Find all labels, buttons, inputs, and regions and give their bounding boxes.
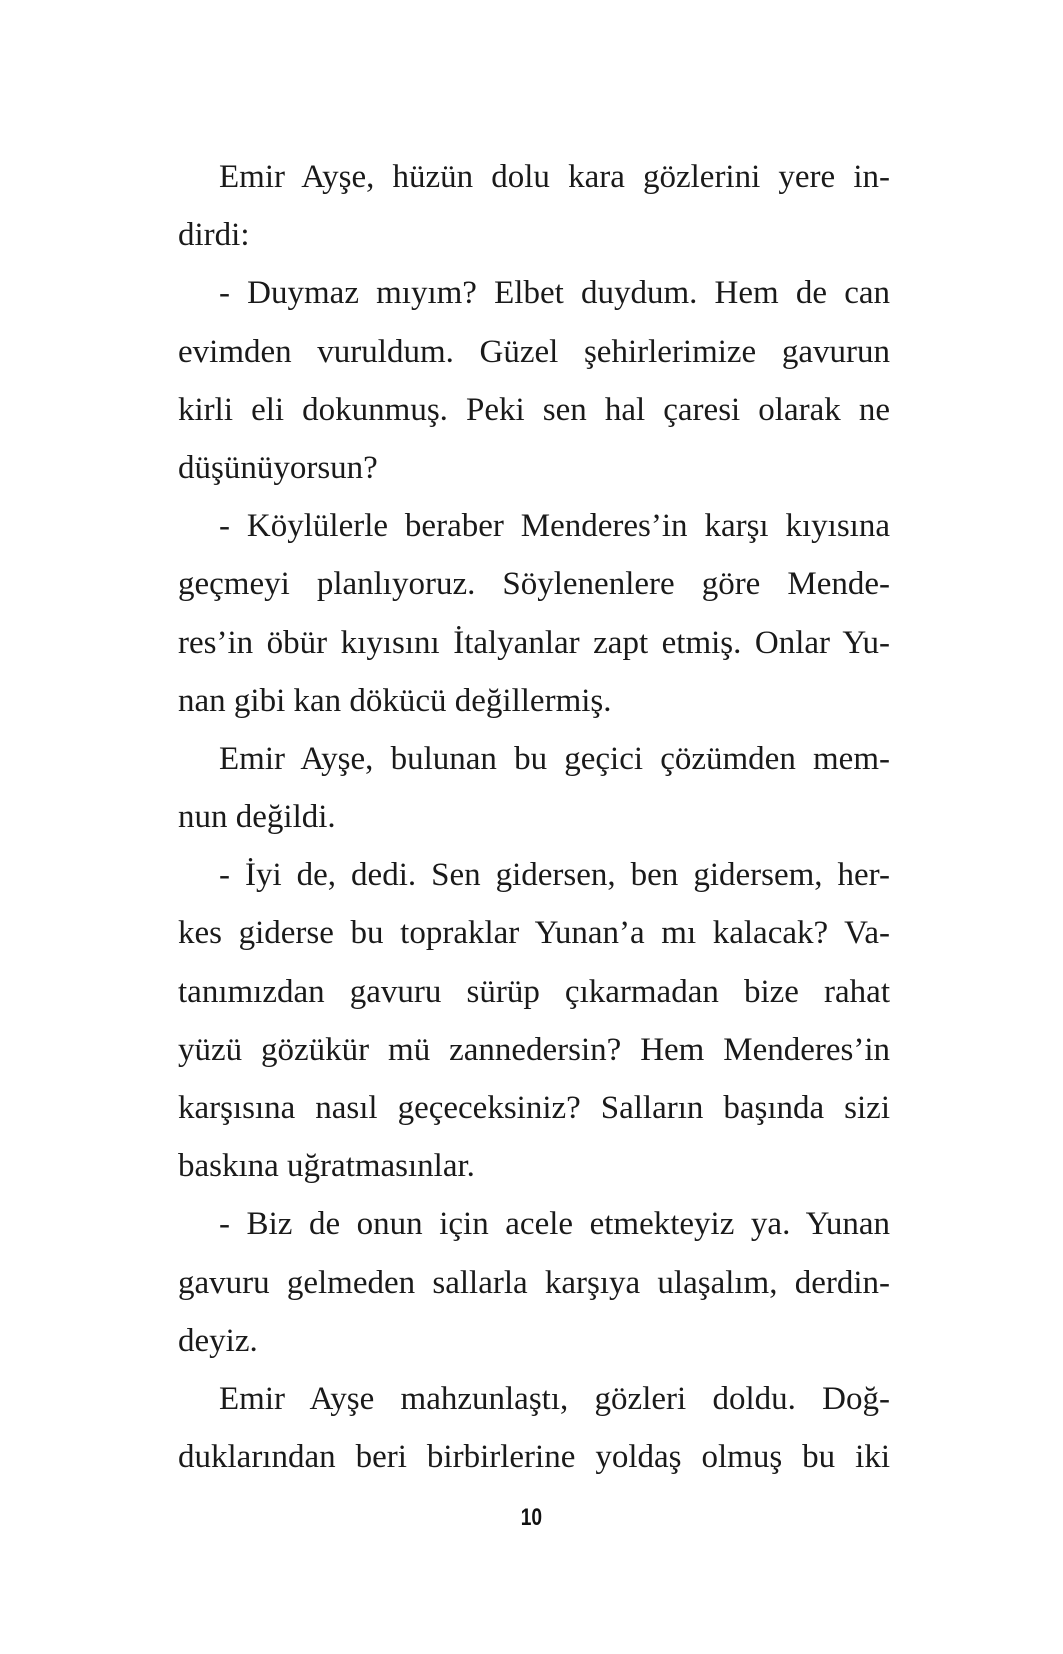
paragraph	[178, 846, 890, 1195]
text-line: evimden vuruldum. Güzel şehirlerimize gavurun	[178, 333, 890, 370]
text-line: nun değildi.	[178, 799, 336, 836]
text-line: - İyi de, dedi. Sen gidersen, ben gidersem, her-	[219, 857, 890, 894]
text-line: baskına uğratmasınlar.	[178, 1148, 475, 1185]
text-line: tanımızdan gavuru sürüp çıkarmadan bize rahat	[178, 973, 890, 1010]
text-line: - Biz de onun için acele etmekteyiz ya. Yunan	[219, 1206, 890, 1243]
text-line: Emir Ayşe mahzunlaştı, gözleri doldu. Doğ-	[219, 1380, 890, 1417]
text-line: kes giderse bu topraklar Yunan’a mı kalacak? Va-	[178, 915, 890, 952]
text-line: Emir Ayşe, bulunan bu geçici çözümden mem-	[219, 740, 890, 777]
text-line: - Duymaz mıyım? Elbet duydum. Hem de can	[219, 275, 890, 312]
text-line: yüzü gözükür mü zannedersin? Hem Menderes’in	[178, 1031, 890, 1068]
paragraph	[178, 497, 890, 730]
text-line: Emir Ayşe, hüzün dolu kara gözlerini yere in-	[219, 159, 890, 195]
body-text	[178, 148, 890, 1486]
text-line: kirli eli dokunmuş. Peki sen hal çaresi olarak ne	[178, 391, 890, 428]
text-line: gavuru gelmeden sallarla karşıya ulaşalım, derdin-	[178, 1264, 890, 1301]
paragraph	[178, 730, 890, 846]
text-line: - Köylülerle beraber Menderes’in karşı kıyısına	[219, 508, 890, 545]
page-number: 10	[520, 1504, 543, 1531]
paragraph	[178, 1195, 890, 1370]
text-line: karşısına nasıl geçeceksiniz? Salların başında sizi	[178, 1090, 890, 1126]
text-line: deyiz.	[178, 1322, 258, 1359]
paragraph	[178, 264, 890, 497]
paragraph	[178, 148, 890, 264]
text-line: dirdi:	[178, 217, 250, 254]
paragraph	[178, 1370, 890, 1486]
text-line: nan gibi kan dökücü değillermiş.	[178, 682, 612, 719]
text-line: geçmeyi planlıyoruz. Söylenenlere göre Mende-	[178, 566, 890, 603]
text-line: res’in öbür kıyısını İtalyanlar zapt etmiş. Onlar Yu-	[178, 624, 890, 661]
text-line: duklarından beri birbirlerine yoldaş olmuş bu iki	[178, 1439, 890, 1476]
text-line: düşünüyorsun?	[178, 449, 378, 486]
